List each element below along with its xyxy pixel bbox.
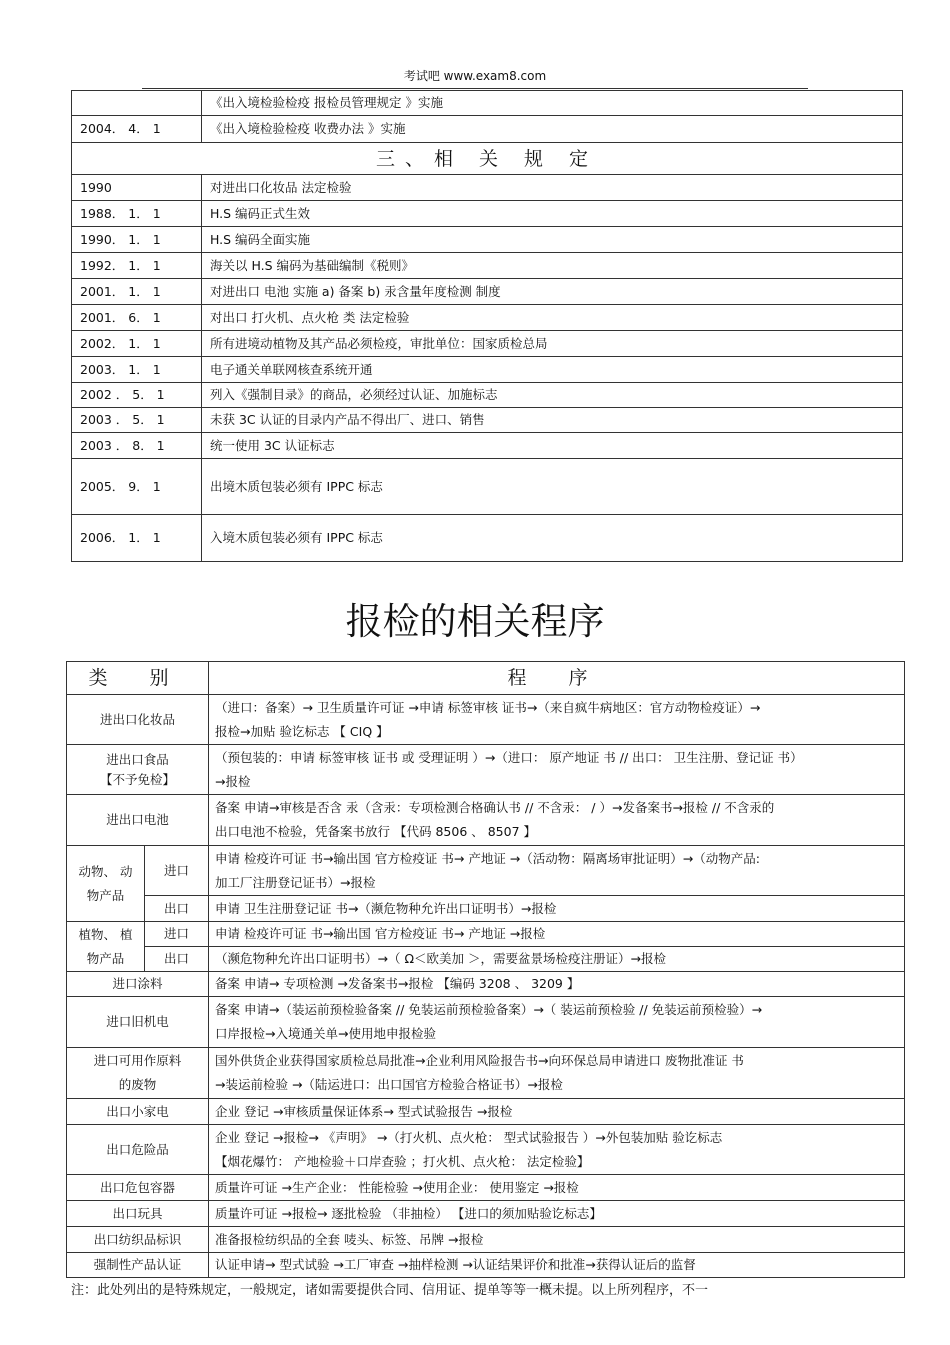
category-cell	[67, 1048, 209, 1099]
date-cell: 2001． 1． 1	[72, 279, 202, 305]
procedure-line: 申请 检疫许可证 书→输出国 官方检疫证 书→ 产地证 →（活动物：隔离场审批证明）→（动物产品:	[215, 850, 760, 866]
procedure-cell: 备案 申请→ 专项检测 →发备案书→报检 【编码 3208 、 3209 】	[209, 972, 905, 997]
category-line: 进口可用作原料	[93, 1053, 182, 1068]
date-cell: 1988． 1． 1	[72, 201, 202, 227]
procedure-line: 报检→加贴 验讫标志 【 CIQ 】	[215, 723, 389, 739]
date-cell	[72, 91, 202, 116]
regulation-cell: 对进出口 电池 实施 a) 备案 b) 汞含量年度检测 制度	[202, 279, 903, 305]
regulation-cell: 《出入境检验检疫 收费办法 》实施	[202, 116, 903, 143]
category-header: 类 别	[67, 662, 209, 695]
export-label: 出口	[145, 896, 209, 922]
table-row	[67, 1227, 905, 1253]
import-label: 进口	[145, 846, 209, 896]
procedure-cell	[209, 1048, 905, 1099]
category-line: 植物、 植	[78, 926, 133, 942]
procedure-cell	[209, 795, 905, 846]
regulation-cell: 列入《强制目录》的商品，必须经过认证、加施标志	[202, 383, 903, 408]
category-cell: 进出口电池	[67, 795, 209, 846]
section-title: 三、相 关 规 定	[72, 143, 903, 175]
category-line: 物产品	[86, 950, 125, 966]
date-cell: 2004． 4． 1	[72, 116, 202, 143]
procedure-cell: 申请 卫生注册登记证 书→（濒危物种允许出口证明书）→报检	[209, 896, 905, 922]
regulation-cell: 所有进境动植物及其产品必须检疫，审批单位：国家质检总局	[202, 331, 903, 357]
category-cell: 出口纺织品标识	[67, 1227, 209, 1253]
date-cell: 2005． 9． 1	[72, 459, 202, 515]
date-cell: 2001． 6． 1	[72, 305, 202, 331]
date-cell: 1992． 1． 1	[72, 253, 202, 279]
procedure-cell	[209, 997, 905, 1048]
procedure-line: 备案 申请→审核是否含 汞（含汞：专项检测合格确认书 // 不含汞： / ）→发备案书→报检 // 不含汞的	[215, 800, 775, 815]
table-row	[67, 695, 905, 745]
procedure-line: 【烟花爆竹： 产地检验＋口岸查验 ；打火机、点火枪： 法定检验】	[215, 1153, 590, 1169]
table-row	[67, 795, 905, 846]
export-label: 出口	[145, 947, 209, 972]
procedure-cell	[209, 1125, 905, 1175]
category-cell	[67, 745, 209, 795]
table-row	[72, 253, 903, 279]
category-line: 动物、 动	[78, 863, 133, 879]
table-row	[67, 972, 905, 997]
regulations-table	[71, 90, 903, 562]
table-row	[72, 91, 903, 116]
table-row	[72, 357, 903, 383]
table-row	[72, 175, 903, 201]
category-line: 进出口食品	[106, 751, 169, 767]
regulation-cell: 对进出口化妆品 法定检验	[202, 175, 903, 201]
procedure-cell: 企业 登记 →审核质量保证体系→ 型式试验报告 →报检	[209, 1099, 905, 1125]
regulation-cell: 未获 3C 认证的目录内产品不得出厂、进口、销售	[202, 408, 903, 433]
table-row	[67, 1125, 905, 1175]
date-cell: 2003． 1． 1	[72, 357, 202, 383]
table-row	[72, 116, 903, 143]
procedure-cell: 准备报检纺织品的全套 唛头、标签、吊牌 →报检	[209, 1227, 905, 1253]
regulation-cell: 电子通关单联网核查系统开通	[202, 357, 903, 383]
date-cell: 2003 ． 5． 1	[72, 408, 202, 433]
regulation-cell: 海关以 H.S 编码为基础编制《税则》	[202, 253, 903, 279]
category-cell: 出口危险品	[67, 1125, 209, 1175]
procedure-line: 备案 申请→（装运前预检验备案 // 免装运前预检验备案）→（ 装运前预检验 // 免装运前预检验）→	[215, 1002, 763, 1017]
date-cell: 2006． 1． 1	[72, 515, 202, 562]
procedure-line: →报检	[215, 773, 251, 789]
category-cell: 进口涂料	[67, 972, 209, 997]
procedures-table	[66, 661, 905, 1278]
header-rule	[142, 88, 808, 89]
table-row	[72, 433, 903, 459]
table-row	[67, 1201, 905, 1227]
table-row	[72, 279, 903, 305]
table-row	[72, 201, 903, 227]
table-row	[72, 459, 903, 515]
procedure-cell: 申请 检疫许可证 书→输出国 官方检疫证 书→ 产地证 →报检	[209, 922, 905, 947]
category-line: 的废物	[118, 1077, 157, 1092]
table-row	[67, 1253, 905, 1278]
regulation-cell: 入境木质包装必须有 IPPC 标志	[202, 515, 903, 562]
regulation-cell: H.S 编码全面实施	[202, 227, 903, 253]
table-row	[67, 745, 905, 795]
table-row	[67, 922, 905, 947]
procedure-cell	[209, 846, 905, 896]
procedure-header: 程 序	[209, 662, 905, 695]
procedure-line: →装运前检验 →（陆运进口：出口国官方检验合格证书）→报检	[215, 1077, 563, 1092]
procedure-line: （预包装的：申请 标签审核 证书 或 受理证明 ）→（进口： 原产地证 书 // 出口： 卫生注册、登记证 书）	[215, 749, 803, 765]
table-row	[67, 1175, 905, 1201]
procedure-line: 加工厂注册登记证书）→报检	[215, 874, 376, 890]
table-row	[72, 227, 903, 253]
table-row	[72, 331, 903, 357]
table-row	[67, 1048, 905, 1099]
table-row	[72, 515, 903, 562]
date-cell: 2002 ． 5． 1	[72, 383, 202, 408]
regulation-cell: 《出入境检验检疫 报检员管理规定 》实施	[202, 91, 903, 116]
table-row	[72, 305, 903, 331]
date-cell: 1990	[72, 175, 202, 201]
category-cell: 进出口化妆品	[67, 695, 209, 745]
page-header: 考试吧 www.exam8.com	[403, 69, 547, 83]
table-row	[67, 846, 905, 896]
table-row	[67, 896, 905, 922]
procedure-cell: 质量许可证 →报检→ 逐批检验 （非抽检） 【进口的须加贴验讫标志】	[209, 1201, 905, 1227]
procedure-line: 出口电池不检验，凭备案书放行 【代码 8506 、 8507 】	[215, 824, 537, 839]
procedure-cell: 质量许可证 →生产企业： 性能检验 →使用企业： 使用鉴定 →报检	[209, 1175, 905, 1201]
table-row	[72, 408, 903, 433]
category-line: 物产品	[86, 887, 125, 903]
category-cell: 进口旧机电	[67, 997, 209, 1048]
category-cell: 出口危包容器	[67, 1175, 209, 1201]
regulation-cell: 出境木质包装必须有 IPPC 标志	[202, 459, 903, 515]
procedure-cell	[209, 745, 905, 795]
procedure-line: 国外供货企业获得国家质检总局批准→企业利用风险报告书→向环保总局申请进口 废物批准证 书	[215, 1053, 744, 1068]
table-row	[67, 947, 905, 972]
import-label: 进口	[145, 922, 209, 947]
table-row	[67, 1099, 905, 1125]
regulation-cell: 对出口 打火机、点火枪 类 法定检验	[202, 305, 903, 331]
procedure-line: 企业 登记 →报检→ 《声明》 →（打火机、点火枪： 型式试验报告 ）→外包装加贴 验讫标志	[215, 1129, 723, 1145]
category-cell: 出口小家电	[67, 1099, 209, 1125]
table-row	[67, 997, 905, 1048]
category-line: 【不予免检】	[100, 771, 176, 787]
table-header-row	[67, 662, 905, 695]
table-row	[72, 383, 903, 408]
date-cell: 2002． 1． 1	[72, 331, 202, 357]
category-cell	[67, 846, 145, 922]
regulation-cell: 统一使用 3C 认证标志	[202, 433, 903, 459]
regulation-cell: H.S 编码正式生效	[202, 201, 903, 227]
category-cell: 出口玩具	[67, 1201, 209, 1227]
category-cell	[67, 922, 145, 972]
procedure-cell: 认证申请→ 型式试验 →工厂审查 →抽样检测 →认证结果评价和批准→获得认证后的监督	[209, 1253, 905, 1278]
procedure-line: （进口：备案）→ 卫生质量许可证 →申请 标签审核 证书→（来自疯牛病地区：官方动物检疫证）→	[215, 699, 761, 715]
date-cell: 2003 ． 8． 1	[72, 433, 202, 459]
section-row	[72, 143, 903, 175]
date-cell: 1990． 1． 1	[72, 227, 202, 253]
procedure-line: 口岸报检→入境通关单→使用地申报检验	[215, 1026, 436, 1041]
category-cell: 强制性产品认证	[67, 1253, 209, 1278]
main-title: 报检的相关程序	[345, 600, 605, 643]
procedure-cell: （濒危物种允许出口证明书）→（ Ω＜欧美加 ＞，需要盆景场检疫注册证）→报检	[209, 947, 905, 972]
procedure-cell	[209, 695, 905, 745]
footnote: 注：此处列出的是特殊规定，一般规定，诸如需要提供合同、信用证、提单等等一概未提。以上所列程序，不一	[71, 1283, 709, 1298]
